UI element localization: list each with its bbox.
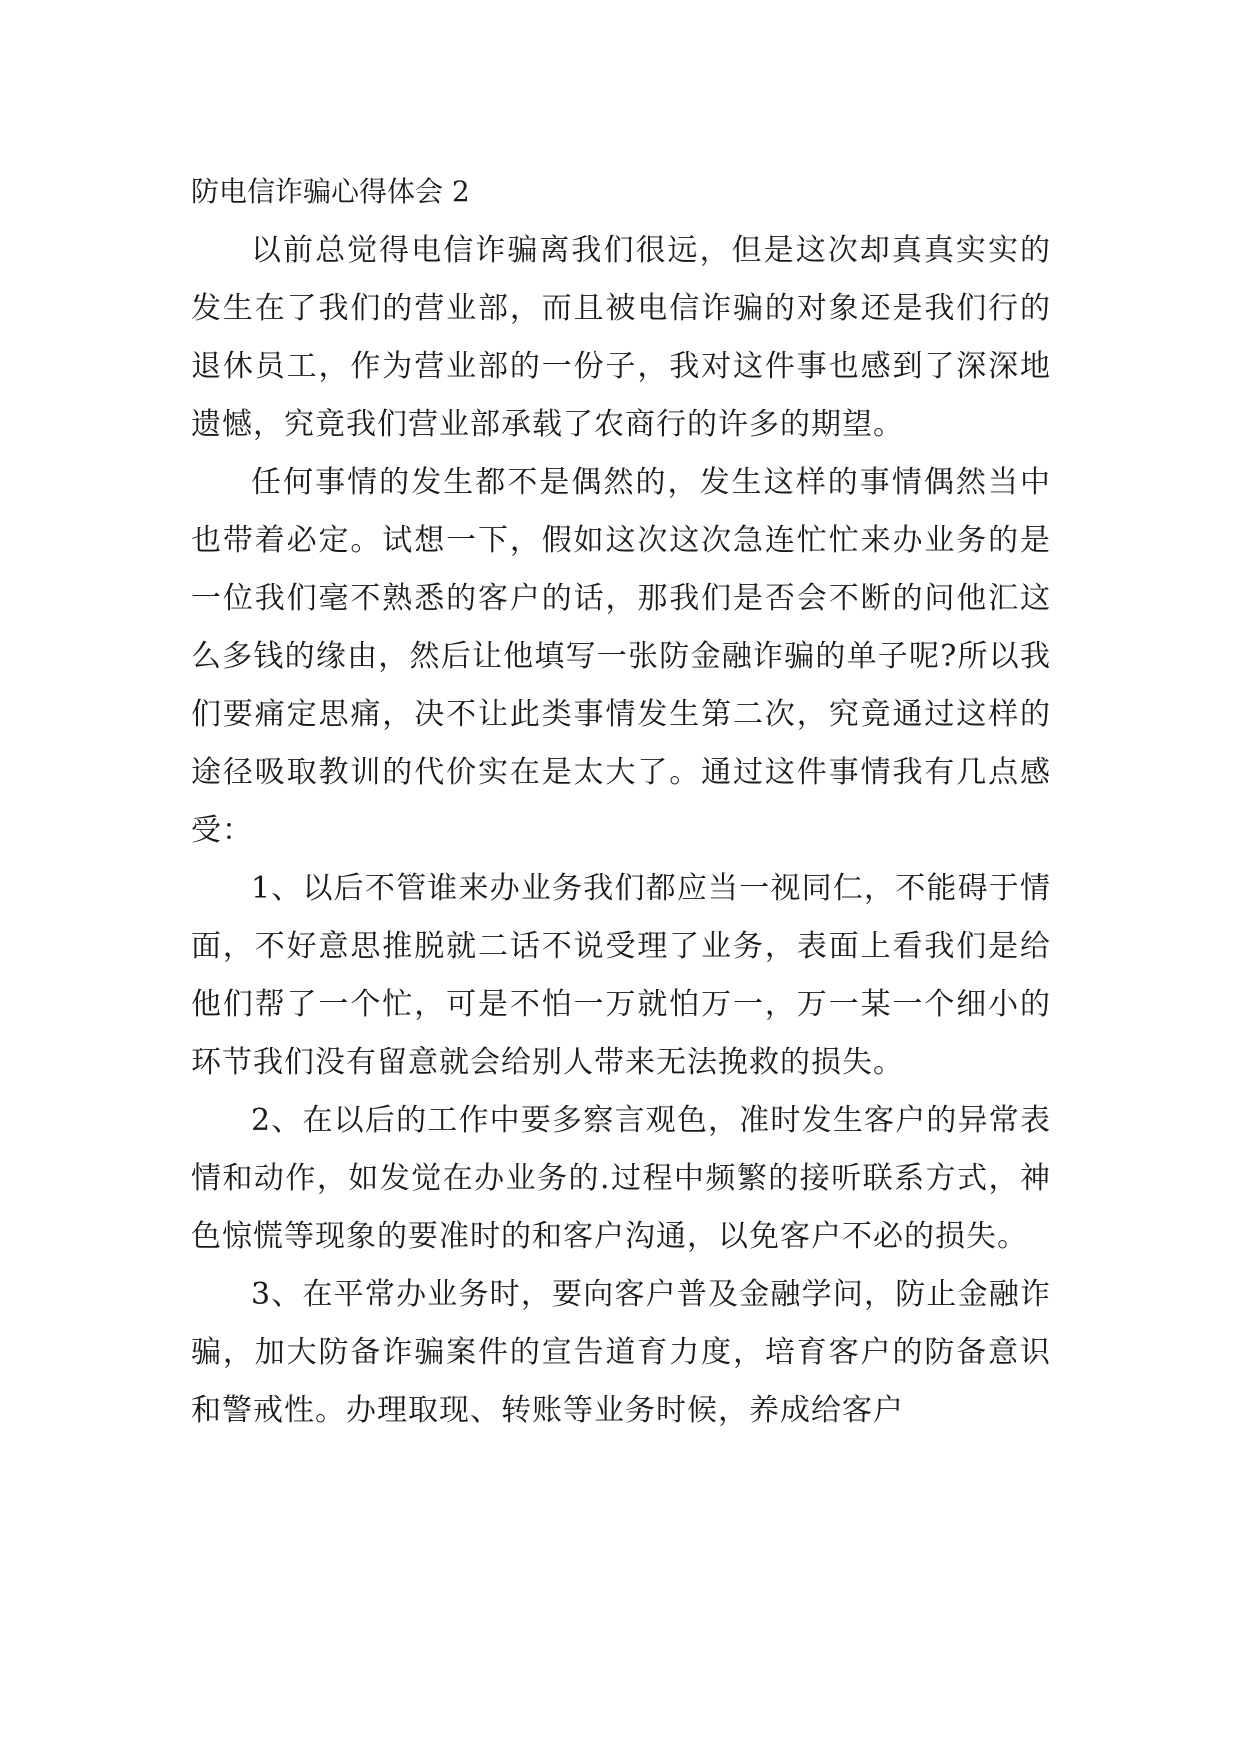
paragraph-intro: 以前总觉得电信诈骗离我们很远，但是这次却真真实实的发生在了我们的营业部，而且被电信诈骗的对象还是我们行的退休员工，作为营业部的一份子，我对这件事也感到了深深地遗憾，究竟我们营业部承载了农商行的许多的期望。 — [191, 233, 1051, 442]
document-title: 防电信诈骗心得体会 2 — [191, 175, 470, 208]
document-body — [191, 162, 1051, 1440]
paragraph-point-1: 1、以后不管谁来办业务我们都应当一视同仁，不能碍于情面，不好意思推脱就二话不说受理了业务，表面上看我们是给他们帮了一个忙，可是不怕一万就怕万一，万一某一个细小的环节我们没有留意就会给别人带来无法挽救的损失。 — [191, 871, 1051, 1080]
paragraph-reflection: 任何事情的发生都不是偶然的，发生这样的事情偶然当中也带着必定。试想一下，假如这次这次急连忙忙来办业务的是一位我们毫不熟悉的客户的话，那我们是否会不断的问他汇这么多钱的缘由，然后让他填写一张防金融诈骗的单子呢?所以我们要痛定思痛，决不让此类事情发生第二次，究竟通过这样的途径吸取教训的代价实在是太大了。通过这件事情我有几点感受： — [191, 465, 1051, 848]
paragraph-point-2: 2、在以后的工作中要多察言观色，准时发生客户的异常表情和动作，如发觉在办业务的.过程中频繁的接听联系方式，神色惊慌等现象的要准时的和客户沟通，以免客户不必的损失。 — [191, 1103, 1051, 1254]
paragraph-point-3: 3、在平常办业务时，要向客户普及金融学问，防止金融诈骗，加大防备诈骗案件的宣告道育力度，培育客户的防备意识和警戒性。办理取现、转账等业务时候，养成给客户 — [191, 1277, 1051, 1428]
